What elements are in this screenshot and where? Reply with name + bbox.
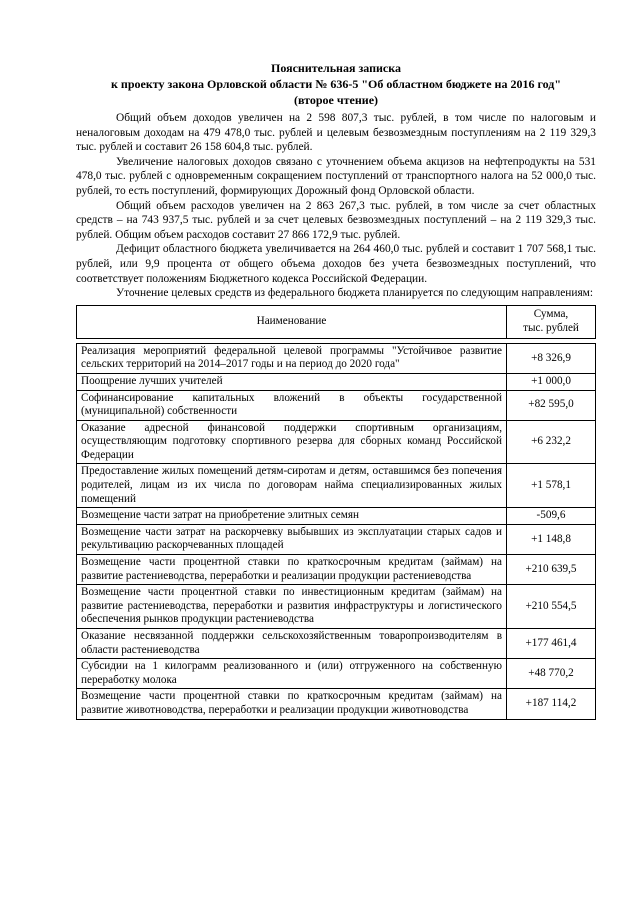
table-row (77, 343, 596, 373)
table-row (77, 373, 596, 390)
table-row (77, 524, 596, 554)
table-row (77, 585, 596, 629)
paragraph-tax-revenue: Увеличение налоговых доходов связано с уточнением объема акцизов на нефтепродукты на 531 478,0 тыс. рублей с одновременным сокращением поступлений от транспортного налога на 52 000,0 тыс. рублей, то есть поступлений, формирующих Дорожный фонд Орловской области. (76, 155, 596, 197)
header-sum (507, 305, 596, 338)
row-sum: +177 461,4 (507, 629, 596, 659)
table-row (77, 508, 596, 525)
table-row (77, 464, 596, 508)
table-row (77, 629, 596, 659)
table-row (77, 555, 596, 585)
document-body (76, 111, 596, 301)
row-name: Возмещение части затрат на приобретение элитных семян (77, 508, 507, 525)
row-name: Оказание несвязанной поддержки сельскохозяйственным товаропроизводителям в области растениеводства (77, 629, 507, 659)
title-line-1: Пояснительная записка (270, 61, 401, 75)
row-sum: +210 554,5 (507, 585, 596, 629)
row-sum: +1 578,1 (507, 464, 596, 508)
row-name: Предоставление жилых помещений детям-сиротам и детям, оставшимся без попечения родителей, лицам из их числа по договорам найма специализированных жилых помещений (77, 464, 507, 508)
row-name: Возмещение части процентной ставки по краткосрочным кредитам (займам) на развитие растениеводства, переработки и реализации продукции растениеводства (77, 555, 507, 585)
row-sum: +1 148,8 (507, 524, 596, 554)
row-sum: +6 232,2 (507, 420, 596, 464)
row-name: Реализация мероприятий федеральной целевой программы "Устойчивое развитие сельских территорий на 2014–2017 годы и на период до 2020 года" (77, 343, 507, 373)
header-name: Наименование (77, 305, 507, 338)
table-row (77, 689, 596, 719)
row-name: Софинансирование капитальных вложений в объекты государственной (муниципальной) собственности (77, 390, 507, 420)
document-title (76, 60, 596, 108)
row-sum: +48 770,2 (507, 659, 596, 689)
row-sum: +82 595,0 (507, 390, 596, 420)
table-row (77, 390, 596, 420)
document-page (76, 60, 596, 720)
title-line-3: (второе чтение) (293, 93, 379, 107)
table-header-row (77, 305, 596, 338)
row-sum: +187 114,2 (507, 689, 596, 719)
row-sum: +1 000,0 (507, 373, 596, 390)
header-sum-line-1: Сумма, (533, 308, 569, 321)
row-name: Возмещение части затрат на раскорчевку выбывших из эксплуатации старых садов и рекультивацию раскорчеванных площадей (77, 524, 507, 554)
row-sum: +210 639,5 (507, 555, 596, 585)
paragraph-federal-funds: Уточнение целевых средств из федерального бюджета планируется по следующим направлениям: (116, 287, 594, 300)
paragraph-deficit: Дефицит областного бюджета увеличивается на 264 460,0 тыс. рублей и составит 1 707 568,1 тыс. рублей, или 9,9 процента от общего объема доходов без учета безвозмездных поступлений, что соответствует положениям Бюджетного кодекса Российской Федерации. (76, 243, 596, 285)
row-name: Возмещение части процентной ставки по краткосрочным кредитам (займам) на развитие животноводства, переработки и реализации продукции животноводства (77, 689, 507, 719)
row-sum: -509,6 (507, 508, 596, 525)
table-row (77, 659, 596, 689)
row-name: Субсидии на 1 килограмм реализованного и (или) отгруженного на собственную переработку молока (77, 659, 507, 689)
row-name: Возмещение части процентной ставки по инвестиционным кредитам (займам) на развитие растениеводства, переработки и развития инфраструктуры и логистического обеспечения рынков продукции растениеводства (77, 585, 507, 629)
paragraph-revenue: Общий объем доходов увеличен на 2 598 807,3 тыс. рублей, в том числе по налоговым и неналоговым доходам на 479 478,0 тыс. рублей и целевым безвозмездным поступлениям на 2 119 329,3 тыс. рублей и составит 26 158 604,8 тыс. рублей. (76, 112, 596, 154)
table-row (77, 420, 596, 464)
row-name: Оказание адресной финансовой поддержки спортивным организациям, осуществляющим подготовку спортивного резерва для сборных команд Российской Федерации (77, 420, 507, 464)
row-sum: +8 326,9 (507, 343, 596, 373)
paragraph-expenses: Общий объем расходов увеличен на 2 863 267,3 тыс. рублей, в том числе за счет областных средств – на 743 937,5 тыс. рублей и за счет целевых безвозмездных поступлений – на 2 119 329,3 тыс. рублей. Общим объем расходов составит 27 866 172,9 тыс. рублей. (76, 199, 596, 241)
header-sum-line-2: тыс. рублей (523, 321, 579, 334)
row-name: Поощрение лучших учителей (77, 373, 507, 390)
allocation-table (76, 305, 596, 720)
title-line-2: к проекту закона Орловской области № 636-5 "Об областном бюджете на 2016 год" (111, 77, 561, 91)
